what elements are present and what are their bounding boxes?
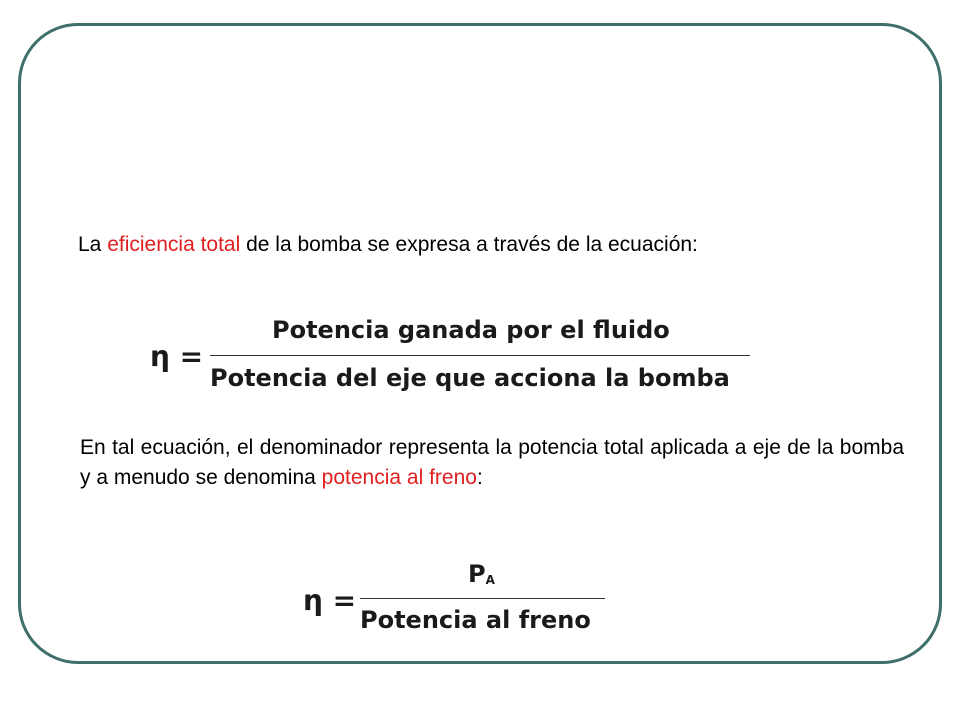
equation-1-denominator: Potencia del eje que acciona la bomba — [210, 364, 730, 392]
equation-2-numerator — [468, 560, 495, 588]
explanation-highlight: potencia al freno — [321, 466, 477, 489]
explanation-paragraph — [80, 433, 904, 493]
intro-paragraph — [78, 230, 918, 260]
explanation-after: : — [476, 466, 483, 489]
equation-1-numerator: Potencia ganada por el fluido — [272, 316, 670, 344]
equation-2-numerator-sub: A — [485, 573, 495, 587]
intro-before: La — [78, 233, 108, 256]
equation-2-denominator: Potencia al freno — [360, 606, 591, 634]
equation-2-fraction-bar — [360, 598, 605, 599]
equation-2-numerator-main: P — [468, 560, 486, 588]
equation-1-fraction-bar — [210, 355, 750, 356]
equation-1-lhs: η = — [150, 340, 204, 373]
intro-after: de la bomba se expresa a través de la ecuación: — [240, 233, 698, 256]
explanation-before: En tal ecuación, el denominador representa la potencia total aplicada a eje de la bomba y a menudo se denomina — [80, 436, 904, 489]
equation-2-lhs: η = — [303, 584, 357, 617]
intro-highlight: eficiencia total — [107, 233, 241, 256]
